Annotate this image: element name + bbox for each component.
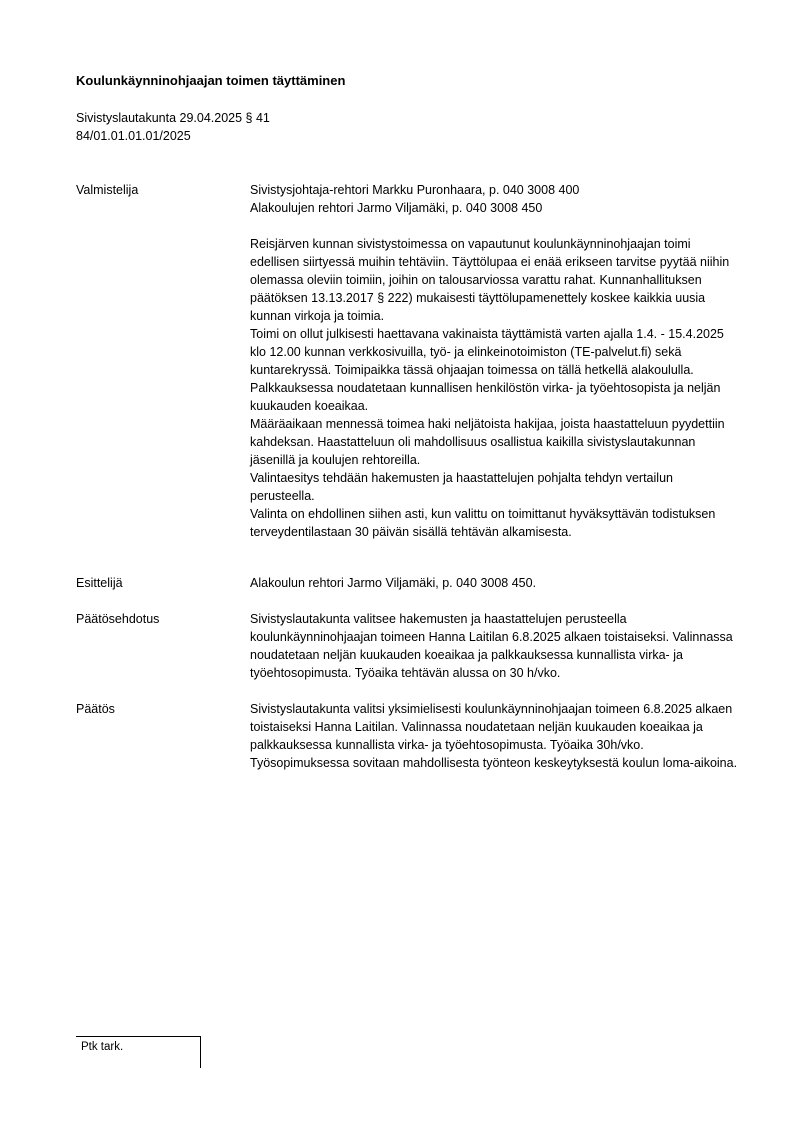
section-label-valmistelija: Valmistelija: [76, 183, 139, 197]
body-paragraph: Palkkauksessa noudatetaan kunnallisen henkilöstön virka- ja työehtosopista ja neljän kuukauden koeaikaa.: [250, 381, 721, 413]
section-body-paatosehdotus: [250, 610, 738, 682]
decision-text: Sivistyslautakunta valitsi yksimielisesti koulunkäynninohjaajan toimeen 6.8.2025 alkaen toistaiseksi Hanna Laitilan. Valinnassa noudatetaan neljän kuukauden koeaikaa ja palkkauksessa kunnallista virka- ja työehtosopimusta. Työaika 30h/vko. Työsopimuksessa sovitaan mahdollisesta työnteon keskeytyksestä koulun loma-aikoina.: [250, 702, 738, 770]
proposal-text: Sivistyslautakunta valitsee hakemusten ja haastattelujen perusteella koulunkäynninohjaajan toimeen Hanna Laitilan 6.8.2025 alkaen toistaiseksi. Valinnassa noudatetaan neljän kuukauden koeaikaa ja palkkauksessa kunnallista virka- ja työehtosopimusta. Työaika tehtävän alussa on 30 h/vko.: [250, 612, 733, 680]
body-paragraph: Määräaikaan mennessä toimea haki neljätoista hakijaa, joista haastatteluun pyydettiin kahdeksan. Haastatteluun oli mahdollisuus osallistua kaikilla sivistyslautakunnan jäsenillä ja koulujen rehtoreilla.: [250, 417, 725, 467]
section-label-paatos: Päätös: [76, 702, 115, 716]
body-paragraph: Reisjärven kunnan sivistystoimessa on vapautunut koulunkäynninohjaajan toimi edellisen siirtyessä muihin tehtäviin. Täyttölupaa ei enää erikseen tarvitse pyytää niihin olemassa oleviin toimiin, joihin on talousarviossa varattu rahat. Kunnanhallituksen päätöksen 13.13.2017 § 222) mukaisesti täyttölupamenettely koskee kaikkia uusia kunnan virkoja ja toimia.: [250, 237, 730, 323]
preparer-line: Alakoulujen rehtori Jarmo Viljamäki, p. 040 3008 450: [250, 201, 543, 215]
body-paragraph: Valinta on ehdollinen siihen asti, kun valittu on toimittanut hyväksyttävän todistuksen terveydentilastaan 30 päivän sisällä tehtävän alkamisesta.: [250, 507, 716, 539]
section-label-esittelija: Esittelijä: [76, 576, 123, 590]
meeting-line: Sivistyslautakunta 29.04.2025 § 41: [76, 111, 270, 125]
section-body-esittelija: [250, 574, 738, 592]
body-paragraph: Toimi on ollut julkisesti haettavana vakinaista täyttämistä varten ajalla 1.4. - 15.4.2025 klo 12.00 kunnan verkkosivuilla, työ- ja elinkeinotoimiston (TE-palvelut.fi) sekä kuntarekryssä. Toimipaikka tässä ohjaajan toimessa on tällä hetkellä alakoululla.: [250, 327, 724, 377]
section-body-paatos: [250, 700, 738, 772]
case-number: 84/01.01.01.01/2025: [76, 129, 191, 143]
section-body-valmistelija: [250, 181, 738, 541]
section-label-paatosehdotus: Päätösehdotus: [76, 612, 160, 626]
page-title: Koulunkäynninohjaajan toimen täyttäminen: [76, 73, 346, 88]
preparer-line: Sivistysjohtaja-rehtori Markku Puronhaara, p. 040 3008 400: [250, 183, 580, 197]
body-paragraph: Valintaesitys tehdään hakemusten ja haastattelujen pohjalta tehdyn vertailun perusteella.: [250, 471, 673, 503]
minutes-check-label: Ptk tark.: [81, 1041, 124, 1053]
meeting-reference: [76, 109, 270, 145]
presenter-text: Alakoulun rehtori Jarmo Viljamäki, p. 040 3008 450.: [250, 576, 537, 590]
minutes-check-box: [76, 1036, 201, 1068]
